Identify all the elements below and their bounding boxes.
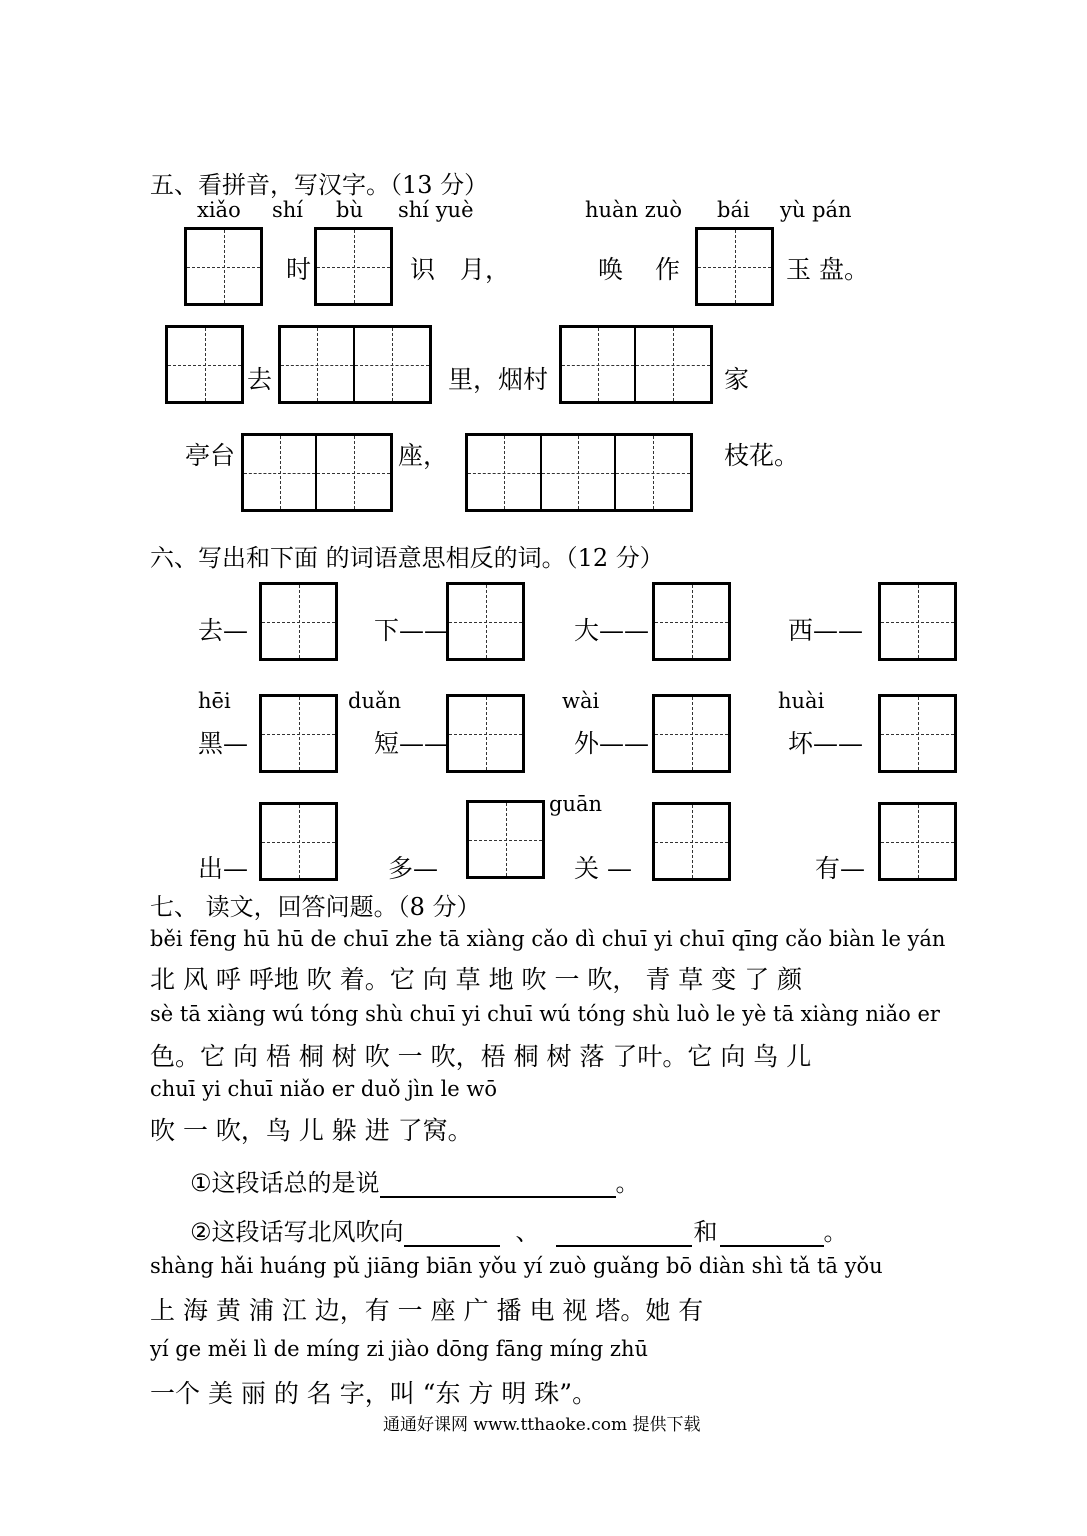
text: 月， [460, 255, 511, 284]
word: 西—— [788, 616, 864, 645]
answer-box[interactable] [695, 227, 774, 306]
answer-box[interactable] [652, 802, 731, 881]
pinyin: huài [778, 689, 825, 713]
pinyin: shí yuè [398, 198, 474, 222]
word: 外—— [574, 729, 650, 758]
pinyin: hēi [198, 689, 231, 713]
answer-box[interactable] [878, 802, 957, 881]
answer-line[interactable] [556, 1219, 692, 1247]
question-2-end: 。 [823, 1218, 848, 1246]
passage-text: 色。它 向 梧 桐 树 吹 一 吹，梧 桐 树 落 了叶。它 向 鸟 儿 [150, 1042, 812, 1071]
answer-box[interactable] [241, 433, 393, 512]
pinyin: yù pán [780, 198, 852, 222]
passage-pinyin: chuī yi chuī niǎo er duǒ jìn le wō [150, 1077, 498, 1101]
pinyin: bù [336, 198, 363, 222]
passage-pinyin: běi fēng hū hū de chuī zhe tā xiàng cǎo dì chuī yi chuī qīng cǎo biàn le yán [150, 927, 946, 951]
answer-box[interactable] [184, 227, 263, 306]
answer-box[interactable] [466, 800, 545, 879]
word: 坏—— [788, 729, 864, 758]
text: 时 [286, 255, 312, 284]
word: 下—— [374, 616, 450, 645]
pinyin: huàn zuò [585, 198, 683, 222]
answer-line[interactable] [404, 1219, 500, 1247]
answer-box[interactable] [652, 694, 731, 773]
pinyin: wài [562, 689, 600, 713]
passage-pinyin: shàng hǎi huáng pǔ jiāng biān yǒu yí zuò guǎng bō diàn shì tǎ tā yǒu [150, 1254, 883, 1278]
answer-box[interactable] [652, 582, 731, 661]
answer-box[interactable] [259, 802, 338, 881]
text: 座， [398, 441, 449, 470]
text: 家 [724, 365, 750, 394]
answer-box[interactable] [314, 227, 393, 306]
answer-box[interactable] [259, 582, 338, 661]
word: 去— [198, 616, 249, 645]
text: 亭台 [185, 441, 236, 470]
text: 识 [410, 255, 436, 284]
word: 关 — [574, 854, 632, 883]
text: 唤 [598, 255, 624, 284]
question-2-sep1: 、 [515, 1218, 540, 1246]
answer-box[interactable] [165, 325, 244, 404]
text: 去 [247, 365, 273, 394]
answer-box[interactable] [278, 325, 432, 404]
question-2-text: ②这段话写北风吹向 [190, 1218, 404, 1246]
question-1 [190, 1163, 640, 1198]
word: 有— [815, 854, 866, 883]
question-1-text: ①这段话总的是说 [190, 1169, 380, 1197]
text: 玉 盘。 [786, 255, 869, 284]
text: 作 [655, 255, 681, 284]
passage-pinyin: yí ge měi lì de míng zi jiào dōng fāng míng zhū [150, 1337, 649, 1361]
footer: 通通好课网 www.tthaoke.com 提供下载 [383, 1415, 701, 1435]
word: 多— [388, 854, 439, 883]
answer-box[interactable] [259, 694, 338, 773]
text: 枝花。 [724, 441, 800, 470]
section-5-title: 五、看拼音，写汉字。（13 分） [150, 171, 489, 199]
answer-box[interactable] [465, 433, 693, 512]
pinyin: xiǎo [197, 198, 241, 222]
pinyin: shí [272, 198, 304, 222]
word: 黑— [198, 729, 249, 758]
word: 大—— [574, 616, 650, 645]
answer-box[interactable] [878, 582, 957, 661]
section-7-title: 七、 读文，回答问题。（8 分） [150, 893, 481, 921]
passage-text: 一个 美 丽 的 名 字，叫 “东 方 明 珠”。 [150, 1379, 598, 1408]
section-6-title: 六、写出和下面 的词语意思相反的词。（12 分） [150, 544, 664, 572]
answer-box[interactable] [446, 582, 525, 661]
pinyin: bái [717, 198, 750, 222]
answer-box[interactable] [559, 325, 713, 404]
question-2-sep2: 和 [693, 1218, 718, 1246]
passage-text: 上 海 黄 浦 江 边，有 一 座 广 播 电 视 塔。她 有 [150, 1296, 704, 1325]
pinyin: duǎn [348, 689, 402, 713]
word: 出— [198, 854, 249, 883]
answer-box[interactable] [446, 694, 525, 773]
question-2 [190, 1212, 848, 1247]
answer-line[interactable] [380, 1170, 616, 1198]
answer-line[interactable] [720, 1219, 824, 1247]
word: 短—— [374, 729, 450, 758]
answer-box[interactable] [878, 694, 957, 773]
pinyin: guān [549, 792, 603, 816]
passage-text: 北 风 呼 呼地 吹 着。它 向 草 地 吹 一 吹， 青 草 变 了 颜 [150, 965, 803, 994]
question-1-end: 。 [615, 1169, 640, 1197]
passage-pinyin: sè tā xiàng wú tóng shù chuī yi chuī wú tóng shù luò le yè tā xiàng niǎo er [150, 1002, 940, 1026]
text: 里，烟村 [448, 365, 549, 394]
passage-text: 吹 一 吹，鸟 儿 躲 进 了窝。 [150, 1116, 473, 1145]
